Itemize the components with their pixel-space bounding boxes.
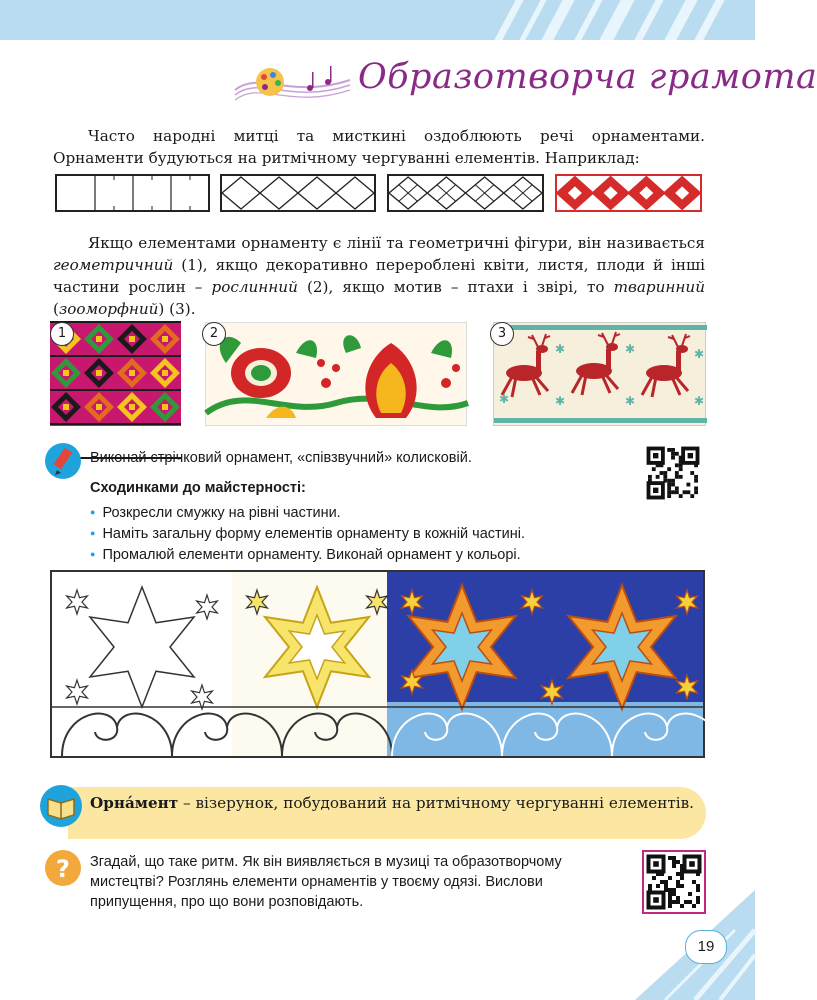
question-text: Згадай, що таке ритм. Як він виявляється в музиці та образотворчому мистецтві? Розглянь елементи орнаментів у твоєму одязі. Вислови припущення, про що вони розповідають.	[90, 854, 562, 910]
svg-text:✱: ✱	[554, 342, 566, 356]
star-ornament-illustration	[50, 570, 705, 758]
rhythm-example-lines	[55, 174, 210, 212]
brush-stroke-decoration	[574, 0, 602, 40]
text-part: Якщо елементами орнаменту є лінії та геометричні фігури, він називається	[88, 234, 705, 252]
svg-text:?: ?	[56, 855, 70, 883]
step-item	[90, 502, 525, 523]
svg-text:✱: ✱	[693, 347, 705, 361]
text-part: ) (3).	[158, 300, 196, 318]
ornament-types-paragraph	[53, 232, 705, 320]
rhythm-example-red-diamonds	[555, 174, 702, 212]
brush-stroke-decoration	[519, 0, 546, 40]
definition-text	[90, 793, 700, 814]
rhythm-example-diamonds	[220, 174, 376, 212]
definition-body: – візерунок, побудований на ритмічному чергуванні елементів.	[178, 794, 695, 812]
question-icon	[45, 850, 81, 886]
animal-ornament-image	[493, 322, 706, 426]
step-text: Наміть загальну форму елементів орнаменту в кожній частині.	[102, 526, 526, 542]
step-item	[90, 523, 525, 544]
term-animal: тваринний	[613, 278, 705, 296]
ornament-number-1: 1	[50, 322, 74, 346]
ornament-number-2: 2	[202, 322, 226, 346]
page-title: Образотворча грамота	[358, 57, 817, 97]
svg-text:✱: ✱	[498, 392, 510, 406]
plant-ornament-image	[205, 322, 467, 426]
brush-stroke-decoration	[634, 0, 663, 40]
ornament-number-3: 3	[490, 322, 514, 346]
steps-list	[90, 502, 525, 565]
brush-stroke-decoration	[541, 0, 574, 40]
task-text: Виконай стрічковий орнамент, «співзвучний» колисковій.	[90, 450, 472, 466]
step-item	[90, 544, 525, 565]
step-text: Промалюй елементи орнаменту. Виконай орнамент у кольорі.	[102, 547, 521, 563]
section-header	[230, 55, 817, 115]
svg-text:✱: ✱	[624, 342, 636, 356]
text-part: (1), якщо декоративно перероблені квіти, листя, плоди й інші частини рослин –	[53, 256, 705, 296]
palette-music-icon	[230, 60, 355, 110]
svg-text:✱: ✱	[624, 394, 636, 408]
rhythm-example-crossed-diamonds	[387, 174, 544, 212]
intro-paragraph	[53, 125, 705, 169]
brush-stroke-decoration	[664, 0, 697, 40]
term-geometric: геометричний	[53, 256, 174, 274]
term-plant: рослинний	[211, 278, 298, 296]
pencil-icon	[45, 443, 81, 479]
definition-term: Орна́мент	[90, 794, 179, 812]
intro-text: Часто народні митці та мисткині оздоблюють речі орнаментами. Орнаменти будуються на ритмічному чергуванні елементів. Наприклад:	[53, 127, 705, 167]
brush-stroke-decoration	[494, 0, 523, 40]
svg-text:✱: ✱	[693, 394, 705, 408]
page-number: 19	[685, 930, 727, 964]
top-decorative-band	[0, 0, 755, 40]
book-icon	[40, 785, 82, 827]
text-part: (2), якщо мотив – птахи і звірі, то	[297, 278, 614, 296]
steps-heading: Сходинками до майстерності:	[90, 480, 306, 496]
brush-stroke-decoration	[694, 0, 724, 40]
term-zoomorphic: зооморфний	[58, 300, 159, 318]
text-part: (	[53, 300, 59, 318]
svg-text:✱: ✱	[554, 394, 566, 408]
step-text: Розкресли смужку на рівні частини.	[102, 505, 341, 521]
brush-stroke-decoration	[599, 0, 634, 40]
definition-box	[68, 787, 706, 839]
qr-code[interactable]	[645, 445, 701, 501]
